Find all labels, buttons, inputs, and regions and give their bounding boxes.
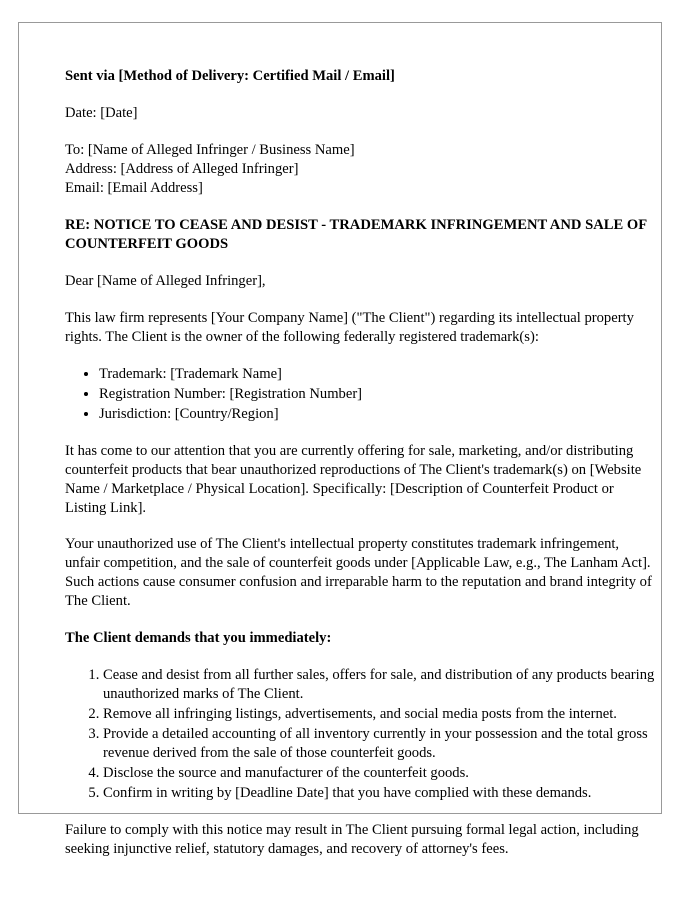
demands-list: [65, 666, 657, 803]
recipient-block: [65, 141, 657, 198]
list-item: 3. Provide a detailed accounting of all inventory currently in your possession and the total gross revenue derived from the sale of those counterfeit goods.: [103, 725, 657, 763]
sent-via-line: Sent via [Method of Delivery: Certified Mail / Email]: [65, 68, 395, 84]
recipient-email-line: Email: [Email Address]: [65, 179, 203, 196]
list-item: 5. Confirm in writing by [Deadline Date] that you have complied with these demands.: [103, 784, 657, 803]
document-body: [65, 67, 657, 877]
date-line: Date: [Date]: [65, 104, 138, 121]
violation-paragraph: Your unauthorized use of The Client's intellectual property constitutes trademark infringement, unfair competition, and the sale of counterfeit goods under [Applicable Law, e.g., The Lanham Act]. Such actions cause consumer confusion and irreparable harm to the reputation and brand integrity of The Client.: [65, 536, 652, 610]
recipient-address-line: Address: [Address of Alleged Infringer]: [65, 160, 299, 177]
recipient-to-line: To: [Name of Alleged Infringer / Business Name]: [65, 141, 355, 158]
attention-paragraph: It has come to our attention that you are currently offering for sale, marketing, and/or distributing counterfeit products that bear unauthorized reproductions of The Client's trademark(s) on [Website Name / Marketplace / Physical Location]. Specifically: [Description of Counterfeit Product or Listing Link].: [65, 442, 642, 516]
trademark-details-list: [65, 365, 657, 424]
salutation: Dear [Name of Alleged Infringer],: [65, 272, 266, 289]
list-item: 2. Remove all infringing listings, advertisements, and social media posts from the internet.: [103, 705, 657, 724]
list-item: • Registration Number: [Registration Number]: [99, 385, 657, 404]
closing-paragraph: Failure to comply with this notice may result in The Client pursuing formal legal action, including seeking injunctive relief, statutory damages, and recovery of attorney's fees.: [65, 822, 639, 858]
list-item: • Trademark: [Trademark Name]: [99, 365, 657, 384]
list-item: 1. Cease and desist from all further sales, offers for sale, and distribution of any products bearing unauthorized marks of The Client.: [103, 666, 657, 704]
re-heading: RE: NOTICE TO CEASE AND DESIST - TRADEMARK INFRINGEMENT AND SALE OF COUNTERFEIT GOODS: [65, 216, 647, 252]
list-item: • Jurisdiction: [Country/Region]: [99, 405, 657, 424]
list-item: 4. Disclose the source and manufacturer of the counterfeit goods.: [103, 764, 657, 783]
demands-heading: The Client demands that you immediately:: [65, 630, 332, 647]
document-frame: [18, 22, 662, 858]
intro-paragraph: This law firm represents [Your Company Name] ("The Client") regarding its intellectual property rights. The Client is the owner of the following federally registered trademark(s):: [65, 309, 634, 345]
